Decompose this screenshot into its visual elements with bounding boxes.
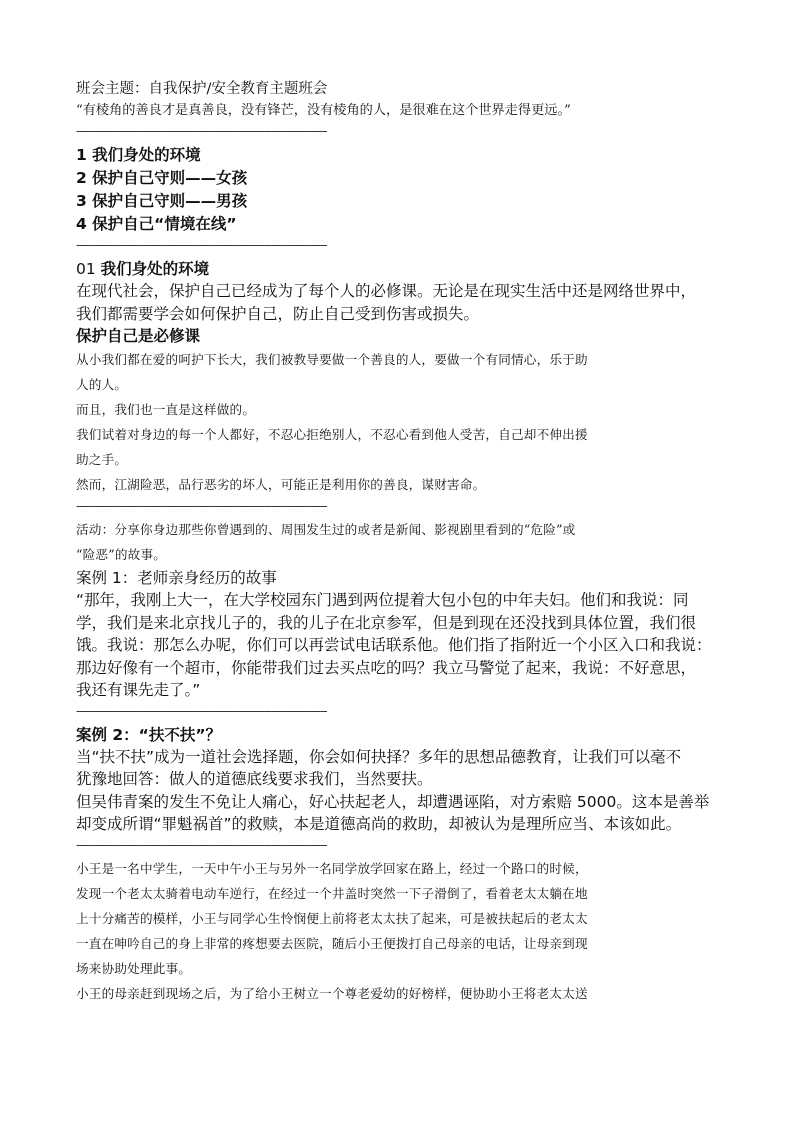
- document-page: [76, 78, 726, 1006]
- paragraph-line: 小王的母亲赶到现场之后，为了给小王树立一个尊老爱幼的好榜样，便协助小王将老太太送: [76, 985, 588, 1001]
- paragraph-line: 然而，江湖险恶，品行恶劣的坏人，可能正是利用你的善良，谋财害命。: [76, 477, 486, 492]
- case1-body: [76, 589, 726, 702]
- toc-item: 3 保护自己守则——男孩: [76, 192, 248, 210]
- paragraph-line: 助之手。: [76, 452, 128, 467]
- paragraph-line: 饿。我说：那怎么办呢，你们可以再尝试电话联系他。他们指了指附近一个小区入口和我说：: [76, 636, 712, 654]
- separator: --------------------------------------------------------------------------------: [76, 837, 327, 852]
- separator: --------------------------------------------------------------------------------: [76, 124, 327, 138]
- paragraph-line: 我们试着对身边的每一个人都好，不忍心拒绝别人，不忍心看到他人受苦，自己却不伸出援: [76, 427, 588, 442]
- paragraph-line: 我们都需要学会如何保护自己，防止自己受到伤害或损失。: [76, 304, 480, 323]
- section1-body: [76, 347, 726, 497]
- case2-body: [76, 746, 726, 836]
- paragraph-line: 小王是一名中学生，一天中午小王与另外一名同学放学回家在路上，经过一个路口的时候，: [76, 860, 588, 876]
- paragraph-line: 学，我们是来北京找儿子的，我的儿子在北京参军，但是到现在还没找到具体位置，我们很: [76, 613, 697, 632]
- table-of-contents: [76, 144, 726, 236]
- case2-title: 案例 2：“扶不扶”？: [76, 725, 222, 744]
- paragraph-line: “险恶”的故事。: [76, 547, 167, 562]
- section1-intro: [76, 280, 726, 325]
- paragraph-line: 人的人。: [76, 377, 128, 392]
- paragraph-line: 而且，我们也一直是这样做的。: [76, 402, 256, 417]
- theme-line: 班会主题：自我保护/安全教育主题班会: [76, 81, 328, 97]
- paragraph-line: 上十分痛苦的模样，小王与同学心生怜悯便上前将老太太扶了起来，可是被扶起后的老太太: [76, 910, 588, 926]
- section-title-text: 我们身处的环境: [100, 260, 210, 278]
- toc-item: 4 保护自己“情境在线”: [76, 215, 237, 233]
- toc-item: 1 我们身处的环境: [76, 146, 201, 164]
- separator: --------------------------------------------------------------------------------: [76, 238, 327, 252]
- paragraph-line: 在现代社会，保护自己已经成为了每个人的必修课。无论是在现实生活中还是网络世界中，: [76, 282, 697, 300]
- paragraph-line: 当“扶不扶”成为一道社会选择题，你会如何抉择？多年的思想品德教育，让我们可以毫不: [76, 747, 682, 766]
- section-number: 01: [76, 260, 101, 278]
- paragraph-line: 场来协助处理此事。: [76, 960, 192, 976]
- separator: --------------------------------------------------------------------------------: [76, 703, 327, 718]
- paragraph-line: 一直在呻吟自己的身上非常的疼想要去医院，随后小王便拨打自己母亲的电话，让母亲到现: [76, 935, 588, 951]
- paragraph-line: 发现一个老太太骑着电动车逆行，在经过一个井盖时突然一下子滑倒了，看着老太太躺在地: [76, 885, 588, 901]
- paragraph-line: 那边好像有一个超市，你能带我们过去买点吃的吗？我立马警觉了起来，我说：不好意思，: [76, 658, 697, 677]
- toc-item: 2 保护自己守则——女孩: [76, 169, 248, 187]
- activity: [76, 517, 726, 567]
- paragraph-line: 犹豫地回答：做人的道德底线要求我们，当然要扶。: [76, 770, 433, 788]
- paragraph-line: 活动：分享你身边那些你曾遇到的、周围发生过的或者是新闻、影视剧里看到的“危险”或: [76, 522, 576, 537]
- section-title: [76, 258, 726, 280]
- paragraph-line: 却变成所谓“罪魁祸首”的救赎，本是道德高尚的救助，却被认为是理所应当、本该如此。: [76, 815, 682, 833]
- paragraph-line: “那年，我刚上大一，在大学校园东门遇到两位提着大包小包的中年夫妇。他们和我说：同: [76, 591, 689, 609]
- case1-title: 案例 1：老师亲身经历的故事: [76, 569, 277, 587]
- story: [76, 856, 726, 1006]
- paragraph-line: 我还有课先走了。”: [76, 681, 201, 699]
- quote: “有棱角的善良才是真善良，没有锋芒，没有棱角的人，是很难在这个世界走得更远。”: [76, 103, 571, 118]
- paragraph-line: 但吴伟青案的发生不免让人痛心，好心扶起老人，却遭遇诬陷，对方索赔 5000。这本是善举: [76, 792, 710, 811]
- separator: --------------------------------------------------------------------------------: [76, 499, 327, 513]
- paragraph-line: 从小我们都在爱的呵护下长大，我们被教导要做一个善良的人，要做一个有同情心，乐于助: [76, 352, 588, 367]
- section-subtitle: 保护自己是必修课: [76, 327, 201, 345]
